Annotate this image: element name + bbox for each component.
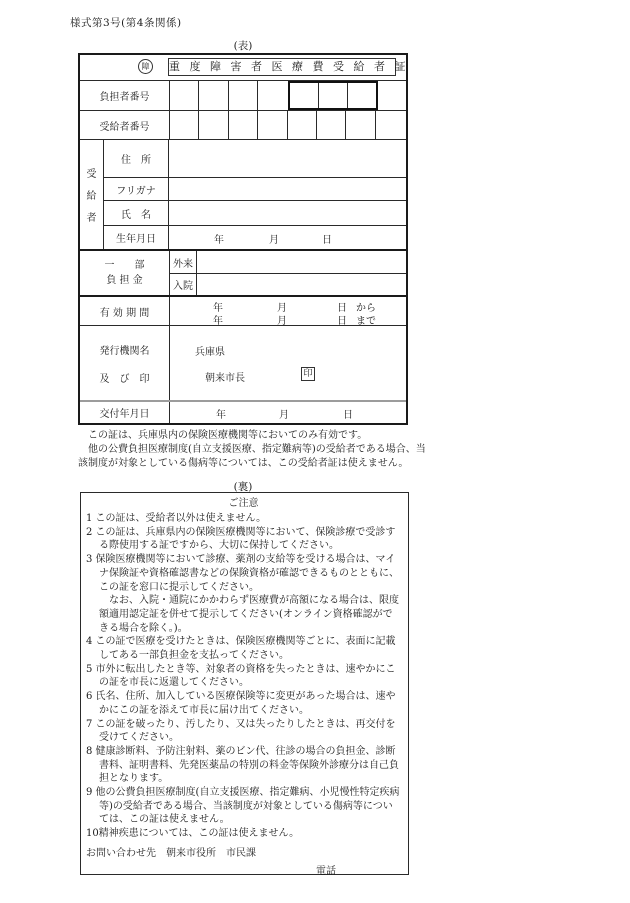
recipient-number-cell xyxy=(229,111,258,139)
issuer-value xyxy=(170,326,406,400)
recipient-vertical-label xyxy=(80,140,104,249)
valid-to-month-label: 月 xyxy=(277,316,287,327)
furigana-row xyxy=(104,177,406,201)
payer-number-filler xyxy=(378,81,406,110)
issuer-row xyxy=(80,325,406,400)
front-note-p1: この証は、兵庫県内の保険医療機関等においてのみ有効です。 xyxy=(88,430,368,441)
recipient-char: 受 xyxy=(86,169,97,180)
valid-from-day-label: 日 xyxy=(337,303,347,314)
valid-to-day-label: 日 xyxy=(337,316,347,327)
address-row xyxy=(104,140,406,177)
outpatient-value xyxy=(197,251,406,273)
payer-number-cell xyxy=(229,81,258,110)
recipient-number-cell xyxy=(199,111,228,139)
birthdate-label: 生年月日 xyxy=(104,226,169,249)
issue-date-label: 交付年月日 xyxy=(80,402,170,423)
name-value xyxy=(169,201,406,225)
payer-number-row xyxy=(80,80,406,110)
recipient-number-cell xyxy=(258,111,287,139)
valid-from-suffix: から xyxy=(356,303,376,314)
recipient-char: 給 xyxy=(86,191,97,202)
notice-list xyxy=(86,512,401,841)
issue-date-row xyxy=(80,400,406,423)
copay-label-line1: 一 部 xyxy=(104,260,145,271)
notice-item: 3 保険医療機関等において診療、薬剤の支給等を受ける場合は、マイナ保険証や資格確認書などの保険資格が確認できるものとともに、この証を窓口に提示してください。 xyxy=(86,554,399,593)
payer-number-cells xyxy=(170,81,406,110)
payer-number-label: 負担者番号 xyxy=(80,81,170,110)
copay-label xyxy=(80,251,170,295)
payer-number-cell xyxy=(199,81,228,110)
payer-number-cell xyxy=(258,81,287,110)
recipient-char: 者 xyxy=(86,213,97,224)
furigana-value xyxy=(169,178,406,201)
valid-to-year-label: 年 xyxy=(213,316,223,327)
birthdate-value xyxy=(169,226,406,249)
copay-block xyxy=(80,249,406,295)
certificate-table xyxy=(78,53,408,425)
birth-year-label: 年 xyxy=(214,235,224,247)
form-number: 様式第3号(第4条関係) xyxy=(70,17,182,29)
copay-label-line2: 負 担 金 xyxy=(106,275,143,286)
notice-item: 2 この証は、兵庫県内の保険医療機関等において、保険診療で受診する際使用する証ですから、大切に保持してください。 xyxy=(86,526,396,552)
issuer-mayor: 朝来市長 xyxy=(205,373,245,384)
payer-number-cell xyxy=(290,83,319,108)
issue-month-label: 月 xyxy=(279,410,289,421)
recipient-number-label: 受給者番号 xyxy=(80,111,170,139)
notice-item: 1 この証は、受給者以外は使えません。 xyxy=(86,513,267,524)
contact-line: お問い合わせ先 朝来市役所 市民課 xyxy=(86,847,256,859)
notice-item: 10精神疾患については、この証は使えません。 xyxy=(86,828,300,840)
payer-number-highlight-box xyxy=(288,81,378,110)
issue-day-label: 日 xyxy=(343,410,353,421)
notice-item: 7 この証を破ったり、汚したり、又は失ったりしたときは、再交付を受けてください。 xyxy=(86,718,396,744)
birth-month-label: 月 xyxy=(269,235,279,247)
issuer-label-line1: 発行機関名 xyxy=(99,345,150,357)
valid-period-label: 有 効 期 間 xyxy=(80,297,170,325)
notice-box xyxy=(80,492,409,875)
issue-year-label: 年 xyxy=(216,410,226,421)
front-side-label: (表) xyxy=(233,40,253,52)
notice-item: 8 健康診断料、予防注射料、薬のビン代、往診の場合の負担金、診断書料、証明書料、先発医薬品の特別の料金等保険外診療分は自己負担となります。 xyxy=(86,745,399,785)
issuer-prefecture: 兵庫県 xyxy=(195,347,225,358)
issuer-label-line2: 及 び 印 xyxy=(99,373,150,385)
recipient-number-cells xyxy=(170,111,406,139)
birthdate-row xyxy=(104,225,406,249)
payer-number-cell xyxy=(348,83,376,108)
valid-from-year-label: 年 xyxy=(213,303,223,314)
recipient-number-cell xyxy=(346,111,375,139)
recipient-number-row xyxy=(80,110,406,139)
recipient-number-cell xyxy=(170,111,199,139)
payer-number-cell xyxy=(170,81,199,110)
back-side-label: (裏) xyxy=(233,481,253,493)
furigana-label: フリガナ xyxy=(104,178,169,201)
front-note-p2: 他の公費負担医療制度(自立支援医療、指定難病等)の受給者である場合、当該制度が対象としている傷病等については、この受給者証は使えません。 xyxy=(78,444,426,469)
inpatient-row xyxy=(170,273,406,295)
inpatient-value xyxy=(197,274,406,295)
recipient-info-block xyxy=(80,139,406,249)
inpatient-label: 入院 xyxy=(170,274,197,295)
outpatient-row xyxy=(170,251,406,273)
valid-from-month-label: 月 xyxy=(277,303,287,314)
issue-date-value xyxy=(170,402,406,423)
notice-item: 4 この証で医療を受けたときは、保険医療機関等ごとに、表面に記載してある一部負担金を支払ってください。 xyxy=(86,636,396,662)
phone-label: 電話 xyxy=(316,865,336,877)
outpatient-label: 外来 xyxy=(170,251,197,273)
notice-item: 6 氏名、住所、加入している医療保険等に変更があった場合は、速やかにこの証を添えて市長に届け出てください。 xyxy=(86,691,396,716)
recipient-number-cell xyxy=(288,111,317,139)
issuer-label xyxy=(80,326,170,400)
notice-item: 5 市外に転出したとき等、対象者の資格を失ったときは、速やかにこの証を市長に返還してください。 xyxy=(86,663,396,689)
address-value xyxy=(169,140,406,177)
certificate-header-row xyxy=(80,55,409,80)
address-label: 住 所 xyxy=(104,140,169,177)
seal-box: 印 xyxy=(301,367,315,381)
recipient-number-filler xyxy=(376,111,406,139)
valid-period-row xyxy=(80,295,406,325)
name-label: 氏 名 xyxy=(104,201,169,225)
sho-mark-icon: 障 xyxy=(138,59,153,74)
payer-number-cell xyxy=(319,83,348,108)
front-note xyxy=(78,429,428,471)
valid-period-value xyxy=(170,297,406,325)
recipient-number-cell xyxy=(317,111,346,139)
notice-item-continuation: なお、入院・通院にかかわらず医療費が高額になる場合は、限度額適用認定証を併せて提示してください(オンライン資格確認ができる場合を除く。)。 xyxy=(99,595,399,634)
notice-title: ご注意 xyxy=(228,498,259,509)
notice-item: 9 他の公費負担医療制度(自立支援医療、指定難病、小児慢性特定疾病等)の受給者である場合、当該制度が対象としている傷病等については、この証は使えません。 xyxy=(86,787,400,826)
valid-to-suffix: まで xyxy=(356,316,376,327)
name-row xyxy=(104,200,406,225)
birth-day-label: 日 xyxy=(322,235,332,247)
certificate-title: 重 度 障 害 者 医 療 費 受 給 者 証 xyxy=(168,58,396,76)
